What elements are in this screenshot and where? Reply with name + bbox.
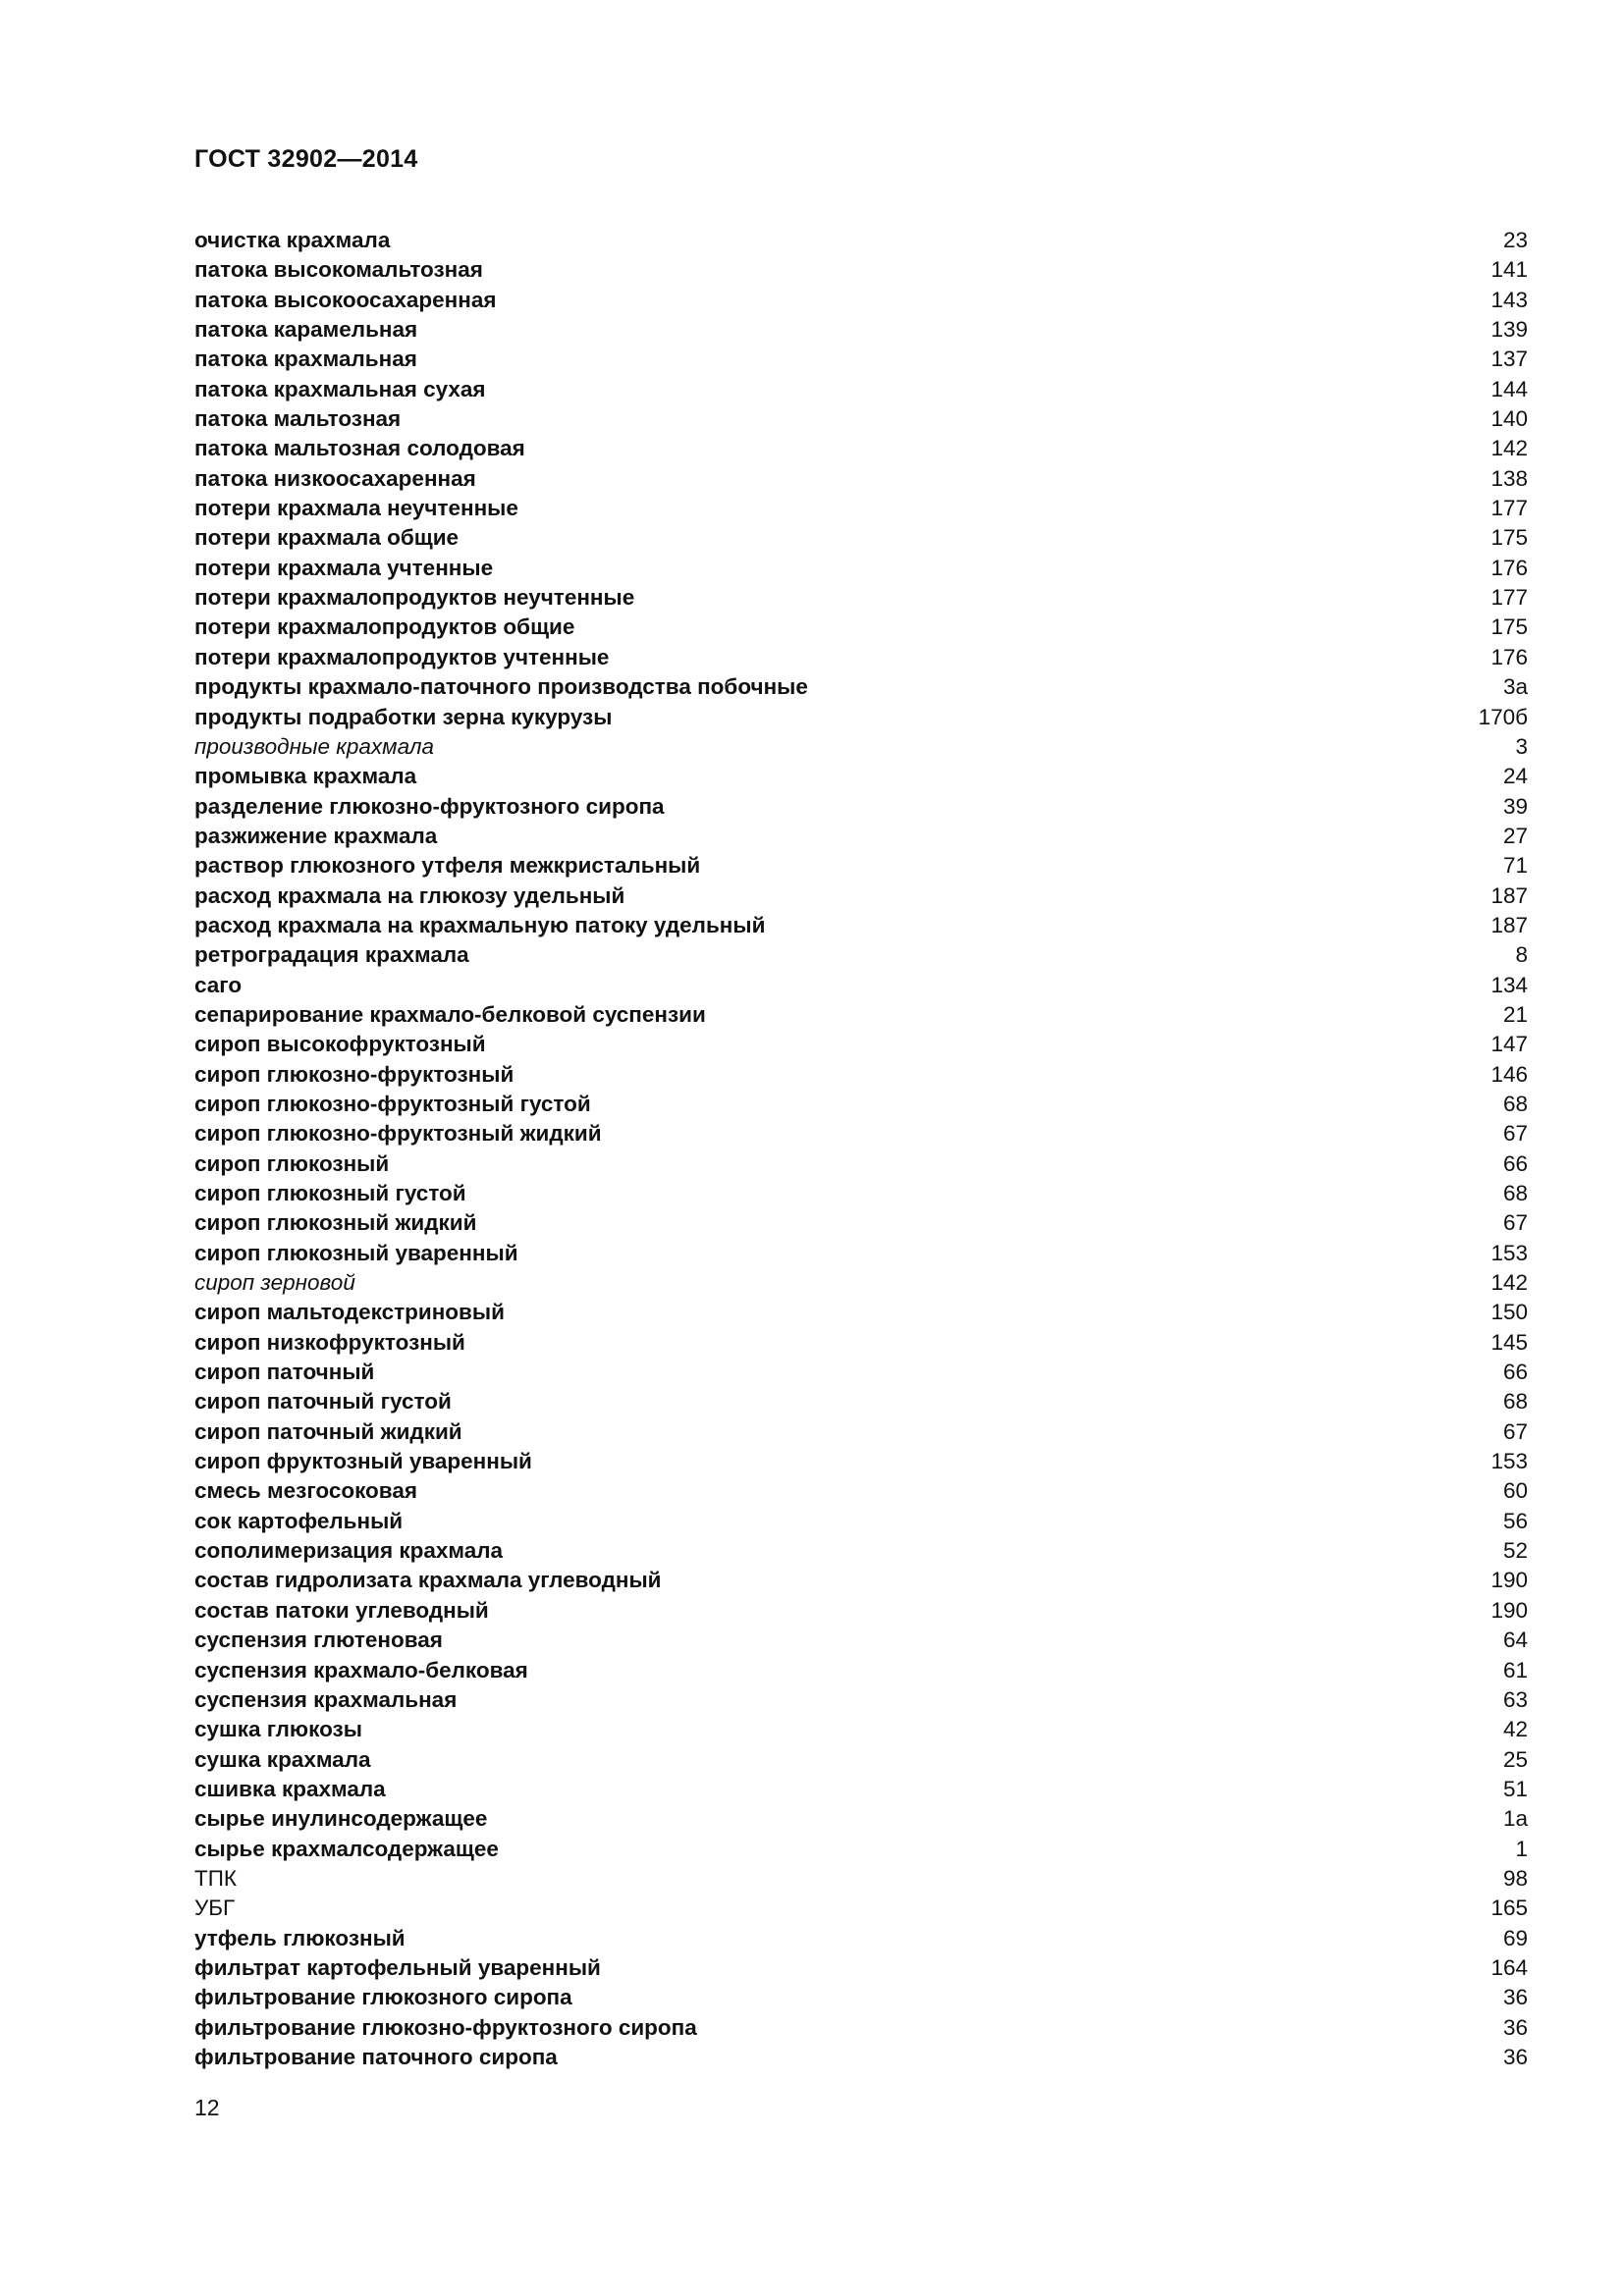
index-entry-term: сироп глюкозный жидкий	[194, 1210, 477, 1236]
index-entry-ref: 177	[1490, 585, 1528, 611]
page-number: 12	[194, 2095, 220, 2120]
index-entry	[194, 1268, 1528, 1298]
index-entry	[194, 613, 1528, 642]
index-entry	[194, 1328, 1528, 1358]
index-entry-term: утфель глюкозный	[194, 1925, 406, 1950]
index-entry-ref: 176	[1490, 555, 1528, 580]
index-entry	[194, 1208, 1528, 1238]
index-entry	[194, 1447, 1528, 1476]
index-entry	[194, 911, 1528, 940]
index-entry	[194, 2043, 1528, 2072]
index-entry-term: потери крахмалопродуктов общие	[194, 614, 575, 640]
index-entry	[194, 1060, 1528, 1090]
index-entry-term: сироп глюкозно-фруктозный жидкий	[194, 1121, 602, 1147]
index-entry-term: суспензия крахмало-белковая	[194, 1657, 528, 1682]
index-entry	[194, 315, 1528, 345]
index-entry-term: потери крахмалопродуктов неучтенные	[194, 585, 635, 611]
index-entry-ref: 138	[1490, 465, 1528, 491]
index-entry-ref: 142	[1490, 436, 1528, 461]
index-entry-ref: 146	[1490, 1061, 1528, 1087]
index-entry	[194, 1358, 1528, 1387]
index-entry-term: ТПК	[194, 1865, 238, 1891]
index-entry-term: сироп паточный	[194, 1360, 375, 1385]
index-entry-term: производные крахмала	[194, 733, 435, 759]
index-entry-term: фильтрование глюкозно-фруктозного сиропа	[194, 2014, 697, 2040]
index-entry-ref: 144	[1490, 376, 1528, 401]
index-entry-ref: 52	[1502, 1538, 1528, 1564]
index-entry-ref: 36	[1502, 1985, 1528, 2010]
index-entry-ref: 1	[1515, 1836, 1528, 1861]
index-entry	[194, 1775, 1528, 1804]
index-entry-term: патока карамельная	[194, 317, 418, 343]
index-entry-term: сок картофельный	[194, 1508, 404, 1533]
index-entry	[194, 1864, 1528, 1894]
index-entry	[194, 1387, 1528, 1416]
index-entry	[194, 792, 1528, 822]
index-entry-term: сироп зерновой	[194, 1270, 355, 1296]
index-entry-term: раствор глюкозного утфеля межкристальный	[194, 853, 701, 879]
index-entry-ref: 142	[1490, 1270, 1528, 1296]
index-entry	[194, 1030, 1528, 1059]
index-entry-term: патока мальтозная	[194, 406, 402, 432]
index-entry-ref: 3	[1515, 733, 1528, 759]
index-entry	[194, 1149, 1528, 1179]
index-entry-term: сироп фруктозный уваренный	[194, 1449, 532, 1474]
index-entry-ref: 63	[1502, 1686, 1528, 1712]
index-entry-term: разделение глюкозно-фруктозного сиропа	[194, 793, 665, 819]
index-entry	[194, 1656, 1528, 1685]
index-entry	[194, 1685, 1528, 1715]
index-entry	[194, 1894, 1528, 1923]
index-entry-ref: 139	[1490, 317, 1528, 343]
index-entry-term: фильтрование паточного сиропа	[194, 2044, 558, 2069]
index-entry	[194, 881, 1528, 911]
index-entry-term: сушка глюкозы	[194, 1717, 362, 1742]
index-entry	[194, 1536, 1528, 1566]
index-entry-ref: 140	[1490, 406, 1528, 432]
index-entry-ref: 39	[1502, 793, 1528, 819]
index-entry-term: сырье крахмалсодержащее	[194, 1836, 499, 1861]
index-entry-term: сироп мальтодекстриновый	[194, 1300, 505, 1325]
index-entry-term: сироп глюкозный	[194, 1150, 390, 1176]
index-entry-term: потери крахмала общие	[194, 525, 460, 551]
index-entry-term: сироп глюкозный уваренный	[194, 1240, 518, 1265]
index-entry-term: патока мальтозная солодовая	[194, 436, 525, 461]
index-entry	[194, 494, 1528, 523]
index-entry-term: патока крахмальная сухая	[194, 376, 486, 401]
index-entry-ref: 56	[1502, 1508, 1528, 1533]
index-entry-term: сушка крахмала	[194, 1746, 371, 1772]
index-entry-ref: 24	[1502, 764, 1528, 789]
index-entry-term: патока низкоосахаренная	[194, 465, 476, 491]
index-entry-term: сырье инулинсодержащее	[194, 1806, 488, 1832]
index-entry-ref: 68	[1502, 1181, 1528, 1205]
index-entry	[194, 1715, 1528, 1744]
index-entry-ref: 67	[1502, 1121, 1528, 1147]
index-entry	[194, 1298, 1528, 1327]
index-entry-ref: 3а	[1502, 674, 1528, 700]
index-entry	[194, 523, 1528, 553]
index-entry-ref: 187	[1490, 882, 1528, 908]
index-entry-ref: 25	[1502, 1746, 1528, 1772]
index-entry-term: потери крахмала учтенные	[194, 555, 494, 580]
index-entry-ref: 177	[1490, 496, 1528, 521]
index-entry	[194, 703, 1528, 732]
index-entry-ref: 190	[1490, 1597, 1528, 1623]
index-entry-ref: 175	[1490, 614, 1528, 640]
index-entry-term: смесь мезгосоковая	[194, 1478, 417, 1504]
index-entry-term: сироп глюкозно-фруктозный густой	[194, 1091, 591, 1116]
index-entry	[194, 1000, 1528, 1030]
index-entry	[194, 404, 1528, 434]
index-entry-ref: 66	[1502, 1360, 1528, 1385]
index-entry	[194, 583, 1528, 613]
index-entry	[194, 286, 1528, 315]
index-entry	[194, 554, 1528, 583]
index-entry-term: ретроградация крахмала	[194, 942, 469, 968]
index-entry-ref: 1а	[1502, 1806, 1528, 1832]
index-entry	[194, 1507, 1528, 1536]
index-entry	[194, 255, 1528, 285]
index-entry-ref: 153	[1490, 1240, 1528, 1265]
index-entry-ref: 164	[1490, 1954, 1528, 1980]
index-entry-term: расход крахмала на глюкозу удельный	[194, 882, 625, 908]
index-entry	[194, 1596, 1528, 1626]
index-entry	[194, 2013, 1528, 2043]
index-entry-ref: 165	[1490, 1896, 1528, 1921]
index-entry-ref: 69	[1502, 1925, 1528, 1950]
index-entry	[194, 1119, 1528, 1148]
index-entry-term: разжижение крахмала	[194, 823, 438, 848]
index-entry	[194, 672, 1528, 702]
index-entry	[194, 762, 1528, 791]
document-header: ГОСТ 32902—2014	[194, 145, 418, 173]
index-entry	[194, 434, 1528, 463]
index-entry-term: состав патоки углеводный	[194, 1597, 489, 1623]
index-entry-ref: 175	[1490, 525, 1528, 551]
index-entry	[194, 1090, 1528, 1119]
index-entry	[194, 1476, 1528, 1506]
index-entry-term: патока высокомальтозная	[194, 257, 483, 283]
index-entry-ref: 137	[1490, 347, 1528, 372]
index-entry	[194, 940, 1528, 970]
index-entry-term: фильтрат картофельный уваренный	[194, 1954, 601, 1980]
index-entry-ref: 36	[1502, 2044, 1528, 2069]
index-entry	[194, 464, 1528, 494]
index-entry-term: суспензия крахмальная	[194, 1686, 458, 1712]
index-entry-ref: 187	[1490, 912, 1528, 937]
index-entry-ref: 36	[1502, 2014, 1528, 2040]
index-entry	[194, 1626, 1528, 1655]
index-entry	[194, 375, 1528, 404]
index-entry	[194, 1417, 1528, 1447]
index-entry	[194, 851, 1528, 881]
index-entry-ref: 21	[1502, 1001, 1528, 1027]
index-entry-ref: 27	[1502, 823, 1528, 848]
index-entry	[194, 226, 1528, 255]
index-entry	[194, 1804, 1528, 1834]
index-entry-term: сироп паточный густой	[194, 1389, 452, 1415]
index-entry-ref: 150	[1490, 1300, 1528, 1325]
index-entry-term: сироп паточный жидкий	[194, 1418, 462, 1444]
index-entry	[194, 1953, 1528, 1983]
index-entry-ref: 190	[1490, 1568, 1528, 1593]
index-entry-term: промывка крахмала	[194, 764, 417, 789]
index-entry	[194, 1983, 1528, 2012]
index-entry-term: суспензия глютеновая	[194, 1628, 443, 1653]
index-entry-term: сополимеризация крахмала	[194, 1538, 504, 1564]
index-entry-ref: 134	[1490, 972, 1528, 997]
index-entry-ref: 176	[1490, 644, 1528, 669]
index-entry-ref: 67	[1502, 1210, 1528, 1236]
index-entry-ref: 64	[1502, 1628, 1528, 1653]
index-entry-ref: 60	[1502, 1478, 1528, 1504]
index-entry-term: продукты подработки зерна кукурузы	[194, 704, 613, 729]
index-entry-ref: 145	[1490, 1329, 1528, 1355]
index-entry-ref: 8	[1515, 942, 1528, 968]
index-entry-term: очистка крахмала	[194, 228, 391, 252]
index-entry-ref: 66	[1502, 1150, 1528, 1176]
index-entry-term: сепарирование крахмало-белковой суспензии	[194, 1001, 706, 1027]
index-entry-term: патока крахмальная	[194, 347, 417, 372]
index-entry-ref: 51	[1502, 1776, 1528, 1801]
index-entry-term: сироп глюкозно-фруктозный	[194, 1061, 514, 1087]
index-entry-term: фильтрование глюкозного сиропа	[194, 1985, 572, 2010]
index-entry-term: сироп высокофруктозный	[194, 1032, 486, 1057]
index-entry-term: сшивка крахмала	[194, 1776, 386, 1801]
index-entry-ref: 71	[1502, 853, 1528, 879]
index-entry-ref: 147	[1490, 1032, 1528, 1057]
index-entry	[194, 1566, 1528, 1595]
index-entry	[194, 1835, 1528, 1864]
index-entry-term: состав гидролизата крахмала углеводный	[194, 1568, 662, 1593]
index-entry-ref: 67	[1502, 1418, 1528, 1444]
index-entry-term: саго	[194, 972, 243, 997]
index-entry	[194, 1239, 1528, 1268]
index-entries-list	[194, 226, 1528, 2072]
index-entry	[194, 1745, 1528, 1775]
index-entry-term: сироп глюкозный густой	[194, 1181, 466, 1205]
index-entry-ref: 68	[1502, 1091, 1528, 1116]
index-entry-ref: 153	[1490, 1449, 1528, 1474]
index-entry-ref: 98	[1502, 1865, 1528, 1891]
index-entry-ref: 143	[1490, 287, 1528, 312]
index-entry	[194, 1924, 1528, 1953]
index-entry-term: расход крахмала на крахмальную патоку удельный	[194, 912, 766, 937]
index-entry	[194, 643, 1528, 672]
index-entry	[194, 971, 1528, 1000]
index-entry	[194, 345, 1528, 374]
index-entry-ref: 68	[1502, 1389, 1528, 1415]
index-entry-ref: 23	[1502, 228, 1528, 252]
index-entry-term: потери крахмалопродуктов учтенные	[194, 644, 610, 669]
index-entry	[194, 822, 1528, 851]
index-entry	[194, 732, 1528, 762]
index-entry-ref: 61	[1502, 1657, 1528, 1682]
index-entry	[194, 1179, 1528, 1208]
index-entry-ref: 170б	[1478, 704, 1528, 729]
index-entry-term: УБГ	[194, 1896, 236, 1921]
index-entry-term: потери крахмала неучтенные	[194, 496, 518, 521]
index-entry-term: продукты крахмало-паточного производства побочные	[194, 674, 808, 700]
index-entry-ref: 42	[1502, 1717, 1528, 1742]
index-entry-term: сироп низкофруктозный	[194, 1329, 465, 1355]
index-entry-ref: 141	[1490, 257, 1528, 283]
index-entry-term: патока высокоосахаренная	[194, 287, 497, 312]
